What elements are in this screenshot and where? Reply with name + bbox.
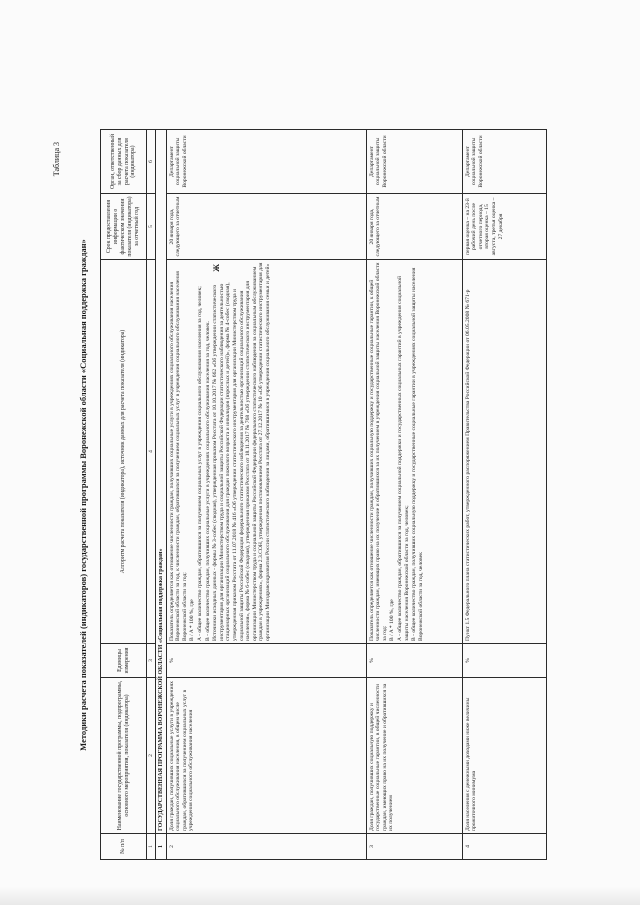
algorithm-cell	[463, 260, 547, 644]
handwritten-mark: Ж	[212, 264, 222, 272]
unit-cell: %	[167, 644, 367, 678]
algorithm-paragraph: Показатель определяется как отношение численности граждан, получивших социальные услуги в учреждениях социального обслуживания населения Воронежской области за год, к численности граждан, обратившихся за получением социальных услуг в учреждения социального обслуживания населения Воронежской области за год:	[168, 271, 188, 641]
algorithm-formula: B / A * 100 %, где	[389, 599, 396, 641]
table-row	[156, 130, 167, 860]
row-number: 1	[156, 834, 167, 860]
algorithm-paragraph: A - общее количество граждан, обратившихся за получением социальных услуг в учреждения социального обслуживания населения за год, человек;	[196, 286, 203, 641]
algorithm-formula: B / A * 100 %, где	[189, 599, 196, 641]
table-label: Таблица 3	[52, 142, 61, 177]
methods-table	[100, 129, 547, 860]
deadline-cell: первая оценка – на 23-й рабочий день после отчетного периода, вторая оценка – 15 августа, третья оценка – 27 декабря	[463, 194, 547, 260]
deadline-cell: 20 января года, следующего за отчетным	[167, 194, 367, 260]
algorithm-paragraph: B - общее количество граждан, получивших социальные услуги в учреждениях социального обслуживания населения за год, человек.	[204, 321, 211, 641]
column-number: 4	[147, 260, 156, 644]
row-number: 4	[463, 834, 547, 860]
column-number-row	[147, 130, 156, 860]
table-row	[167, 130, 367, 860]
indicator-name: Доля населения с денежными доходами ниже величины прожиточного минимума	[463, 678, 547, 834]
deadline-cell: 20 января года, следующего за отчетным	[367, 194, 463, 260]
table-row	[367, 130, 463, 860]
column-header-number: № п/п	[101, 834, 147, 860]
column-number: 3	[147, 644, 156, 678]
column-header-unit: Единицы измерения	[101, 644, 147, 678]
algorithm-paragraph: B - общее количество граждан, получивших социальную поддержку и государственные социальные гарантии в учреждениях социальной защиты населения Воронежской области за год, человек	[411, 267, 424, 641]
algorithm-cell	[367, 260, 463, 644]
indicator-name: Доля граждан, получивших социальную поддержку и государственные социальные гарантии, в общей численности граждан, имеющих право на их получение и обратившихся за их получением	[367, 678, 463, 834]
algorithm-paragraph: Показатель определяется как отношение численности граждан, получивших социальную поддержку и государственные социальные гарантии, к общей численности граждан, имеющих право на их получение и обратившихся за их получением в учреждения социальной защиты населения Воронежской области за год:	[368, 262, 388, 641]
scan-edge	[0, 887, 640, 905]
organ-cell: Департамент социальной защиты Воронежской области	[367, 130, 463, 194]
organ-cell: Департамент социальной защиты Воронежской области	[463, 130, 547, 194]
row-number: 2	[167, 834, 367, 860]
section-header: ГОСУДАРСТВЕННАЯ ПРОГРАММА ВОРОНЕЖСКОЙ ОБЛАСТИ «Социальная поддержка граждан»	[156, 130, 167, 834]
document-title: Методики расчета показателей (индикаторов) государственной программы Воронежской области «Социальная поддержка граждан»	[78, 239, 88, 751]
unit-cell: %	[367, 644, 463, 678]
algorithm-cell	[167, 260, 367, 644]
algorithm-paragraph: Пункт 1.5 Федерального плана статистических работ, утвержденного распоряжением Правительства Российской Федерации от 06.05.2008 № 671-р	[464, 289, 471, 641]
indicator-name: Доля граждан, получивших социальные услуги в учреждениях социального обслуживания населения, в общем числе граждан, обратившихся за получением социальных услуг в учреждения социального обслуживания населения	[167, 678, 367, 834]
algorithm-paragraph: A - общее количество граждан, обратившихся за получением социальной поддержки и государственных социальных гарантий в учреждения социальной защиты населения Воронежской области за год, человек;	[396, 275, 410, 641]
column-header-name: Наименование государственной программы, подпрограммы, основного мероприятия, показателя (индикатора)	[101, 678, 147, 834]
column-header-deadline: Срок предоставления информации о фактическом значении показателя (индикатора) за отчетный год	[101, 194, 147, 260]
organ-cell: Департамент социальной защиты Воронежской области	[167, 130, 367, 194]
column-number: 1	[147, 834, 156, 860]
column-header-algorithm: Алгоритм расчета показателя (индикатора), источник данных для расчета показателя (индикатора)	[101, 260, 147, 644]
column-number: 2	[147, 678, 156, 834]
column-number: 6	[147, 130, 156, 194]
unit-cell: %	[463, 644, 547, 678]
row-number: 3	[367, 834, 463, 860]
table-row	[463, 130, 547, 860]
column-number: 5	[147, 194, 156, 260]
algorithm-sources: Источники исходных данных - формы № 3-собес (сводная), утвержденная приказом Росстата от 10.10.2017 № 662 «Об утверждении статистического инструментария для организации Министерством труда и социальной защиты Российской Федерации статистического наблюдения за деятельностью стационарных организаций социального обслуживания для граждан пожилого возраста и инвалидов (взрослых и детей)», форма № 4-собес (сводная), утвержденная приказом Росстата от 11.07.2018 № 416 «Об утверждении статистического инструментария для организации Министерством труда и социальной защиты Российской Федерации федерального статистического наблюдения за деятельностью организаций социального обслуживания населения», форма № 6-собес (сводная), утвержденная приказом Росстата от 18.11.2017 № 768 «Об утверждении статистического инструментария для организации Министерством труда и социальной защиты Российской Федерации федерального статистического наблюдения за социальным обслуживанием граждан в учреждениях», форма 2.3.СОН, утвержденная постановлением Росстата от 27.12.2017 № 10 «Об утверждении статистического инструментария для организации Минздравсоцразвития России статистического наблюдения за лицами, обратившимися в учреждения социального обслуживания семьи и детей»	[212, 262, 271, 641]
column-header-organ: Орган, ответственный за сбор данных для расчета показателя (индикатора)	[101, 130, 147, 194]
rotated-content	[52, 130, 610, 860]
table-header-row	[101, 130, 147, 860]
